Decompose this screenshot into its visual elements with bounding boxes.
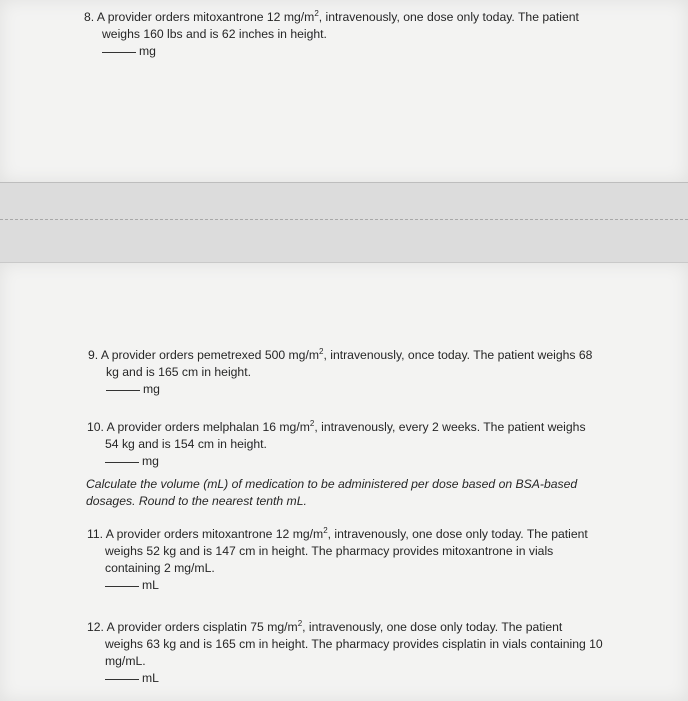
instruction-line-2: dosages. Round to the nearest tenth mL. [86,494,307,508]
question-8-text-b: , intravenously, one dose only today. The patient [318,10,579,24]
answer-unit: mL [142,671,159,685]
instruction [86,476,577,510]
question-8-line-2: weighs 160 lbs and is 62 inches in height. [102,27,327,41]
superscript: 2 [319,347,324,356]
question-9-line-1 [88,347,592,364]
superscript: 2 [309,419,315,428]
question-10-text-b: , intravenously, every 2 weeks. The patient weighs [314,420,586,434]
question-11-line-1 [87,526,588,543]
answer-11[interactable] [87,577,588,594]
question-9-line-2: kg and is 165 cm in height. [106,365,251,379]
superscript: 2 [323,526,328,535]
answer-9[interactable] [88,381,592,398]
instruction-line-1: Calculate the volume (mL) of medication to be administered per dose based on BSA-based [86,477,578,491]
question-9 [88,347,592,398]
answer-10[interactable] [87,453,586,470]
question-10-line-1 [87,419,586,436]
answer-unit: mL [142,578,159,592]
question-8-line-1 [84,9,579,26]
question-10-text-a: 10. A provider orders melphalan 16 mg/m [87,420,310,434]
question-11-text-a: 11. A provider orders mitoxantrone 12 mg/m [87,527,324,541]
question-12-text-b: , intravenously, one dose only today. The patient [302,620,563,634]
question-11 [87,526,588,594]
question-9-text-a: 9. A provider orders pemetrexed 500 mg/m [88,348,320,362]
answer-unit: mg [139,44,156,58]
question-12-line-1 [87,619,603,636]
superscript: 2 [297,619,303,628]
answer-blank[interactable] [105,586,139,587]
answer-blank[interactable] [106,390,140,391]
question-10-line-2: 54 kg and is 154 cm in height. [105,437,267,451]
question-11-line-2: weighs 52 kg and is 147 cm in height. The pharmacy provides mitoxantrone in vials [105,544,554,558]
answer-blank[interactable] [102,52,136,53]
question-12-text-a: 12. A provider orders cisplatin 75 mg/m [87,620,298,634]
question-12-line-2: weighs 63 kg and is 165 cm in height. The pharmacy provides cisplatin in vials containing 10 [105,637,603,651]
question-12-line-3: mg/mL. [105,654,146,668]
question-9-text-b: , intravenously, once today. The patient weighs 68 [323,348,593,362]
answer-unit: mg [143,382,160,396]
question-12 [87,619,603,687]
question-8-text-a: 8. A provider orders mitoxantrone 12 mg/m [84,10,315,24]
question-10 [87,419,586,470]
question-11-text-b: , intravenously, one dose only today. The patient [327,527,588,541]
answer-unit: mg [142,454,159,468]
question-11-line-3: containing 2 mg/mL. [105,561,215,575]
answer-8[interactable] [84,43,579,60]
answer-blank[interactable] [105,679,139,680]
page-divider [0,219,688,220]
answer-blank[interactable] [105,462,139,463]
answer-12[interactable] [87,670,603,687]
question-8 [84,9,579,60]
superscript: 2 [314,9,319,18]
